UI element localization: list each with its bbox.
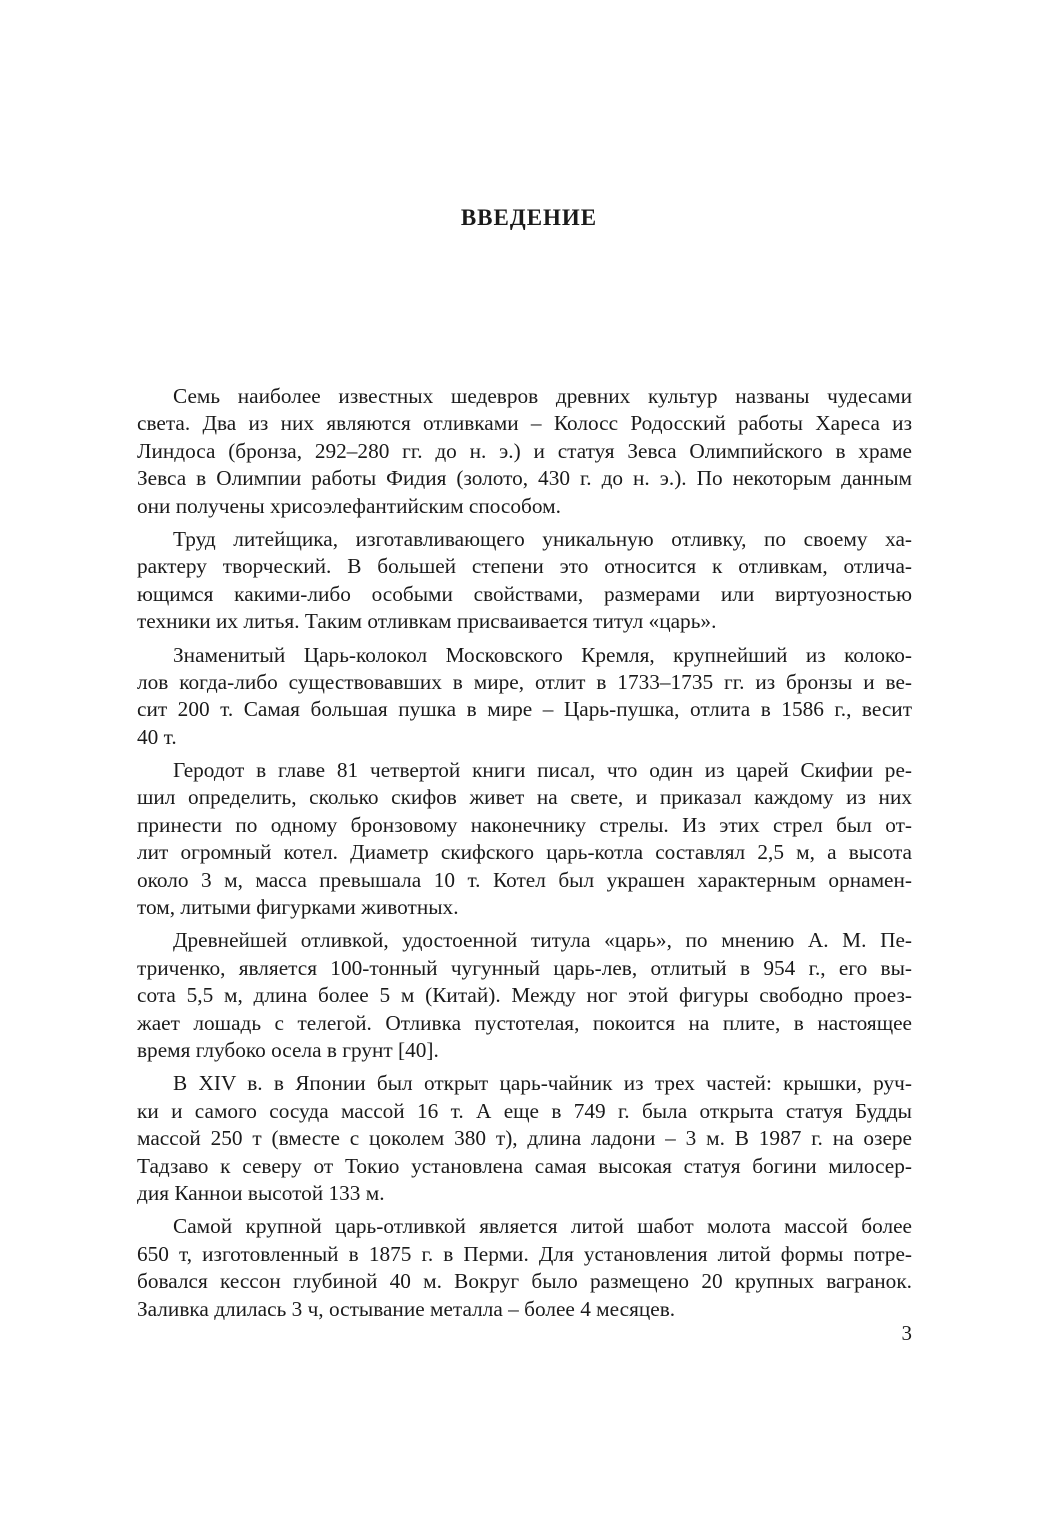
paragraph (137, 1213, 912, 1323)
page-title: ВВЕДЕНИЕ (460, 205, 598, 230)
text-line: Самой крупной царь-отливкой является литой шабот молота массой более (173, 1214, 912, 1239)
paragraph (137, 383, 912, 520)
text-line: время глубоко осела в грунт [40]. (137, 1037, 439, 1062)
paragraph (137, 642, 912, 752)
text-line: Заливка длилась 3 ч, остывание металла – более 4 месяцев. (137, 1296, 676, 1321)
text-line: Геродот в главе 81 четвертой книги писал, что один из царей Скифии ре- (173, 758, 912, 783)
text-line: жает лошадь с телегой. Отливка пустотелая, покоится на плите, в настоящее (137, 1010, 912, 1035)
text-line: Семь наиболее известных шедевров древних культур названы чудесами (173, 384, 912, 408)
text-line: Линдоса (бронза, 292–280 гг. до н. э.) и статуя Зевса Олимпийского в храме (137, 438, 912, 463)
text-line: ющимся какими-либо особыми свойствами, размерами или виртуозностью (137, 581, 912, 606)
paragraph (137, 927, 912, 1064)
text-line: дия Каннои высотой 133 м. (137, 1180, 385, 1205)
text-line: 650 т, изготовленный в 1875 г. в Перми. Для установления литой формы потре- (137, 1241, 912, 1266)
paragraph (137, 757, 912, 921)
text-line: сота 5,5 м, длина более 5 м (Китай). Между ног этой фигуры свободно проез- (137, 983, 912, 1008)
text-line: принести по одному бронзовому наконечнику стрелы. Из этих стрел был от- (137, 812, 912, 837)
text-line: Зевса в Олимпии работы Фидия (золото, 430 г. до н. э.). По некоторым данным (137, 466, 912, 491)
text-line: Труд литейщика, изготавливающего уникальную отливку, по своему ха- (173, 526, 912, 551)
paragraph (137, 526, 912, 636)
text-line: Древнейшей отливкой, удостоенной титула «царь», по мнению А. М. Пе- (173, 928, 912, 953)
text-line: 40 т. (137, 724, 177, 749)
text-line: Тадзаво к северу от Токио установлена самая высокая статуя богини милосер- (137, 1153, 912, 1178)
text-line: В XIV в. в Японии был открыт царь-чайник из трех частей: крышки, руч- (173, 1071, 912, 1096)
body-text (137, 383, 912, 1329)
text-line: техники их литья. Таким отливкам присваивается титул «царь». (137, 609, 717, 634)
page-number: 3 (901, 1321, 912, 1345)
text-line: лов когда-либо существовавших в мире, отлит в 1733–1735 гг. из бронзы и ве- (137, 669, 912, 694)
text-line: ки и самого сосуда массой 16 т. А еще в 749 г. была открыта статуя Будды (137, 1098, 912, 1123)
text-line: сит 200 т. Самая большая пушка в мире – Царь-пушка, отлита в 1586 г., весит (137, 697, 912, 722)
text-line: шил определить, сколько скифов живет на свете, и приказал каждому из них (137, 785, 912, 810)
text-line: массой 250 т (вместе с цоколем 380 т), длина ладони – 3 м. В 1987 г. на озере (137, 1126, 912, 1151)
paragraph (137, 1070, 912, 1207)
text-line: триченко, является 100-тонный чугунный царь-лев, отлитый в 954 г., его вы- (137, 955, 912, 980)
text-line: бовался кессон глубиной 40 м. Вокруг было размещено 20 крупных вагранок. (137, 1269, 912, 1294)
text-line: лит огромный котел. Диаметр скифского царь-котла составлял 2,5 м, а высота (137, 840, 912, 865)
text-line: они получены хрисоэлефантийским способом. (137, 493, 561, 518)
text-line: Знаменитый Царь-колокол Московского Кремля, крупнейший из колоко- (173, 642, 912, 667)
text-line: рактеру творческий. В большей степени это относится к отливкам, отлича- (137, 554, 912, 579)
text-line: света. Два из них являются отливками – Колосс Родосский работы Хареса из (137, 411, 912, 436)
text-line: том, литыми фигурками животных. (137, 895, 459, 920)
text-line: около 3 м, масса превышала 10 т. Котел был украшен характерным орнамен- (137, 867, 912, 892)
